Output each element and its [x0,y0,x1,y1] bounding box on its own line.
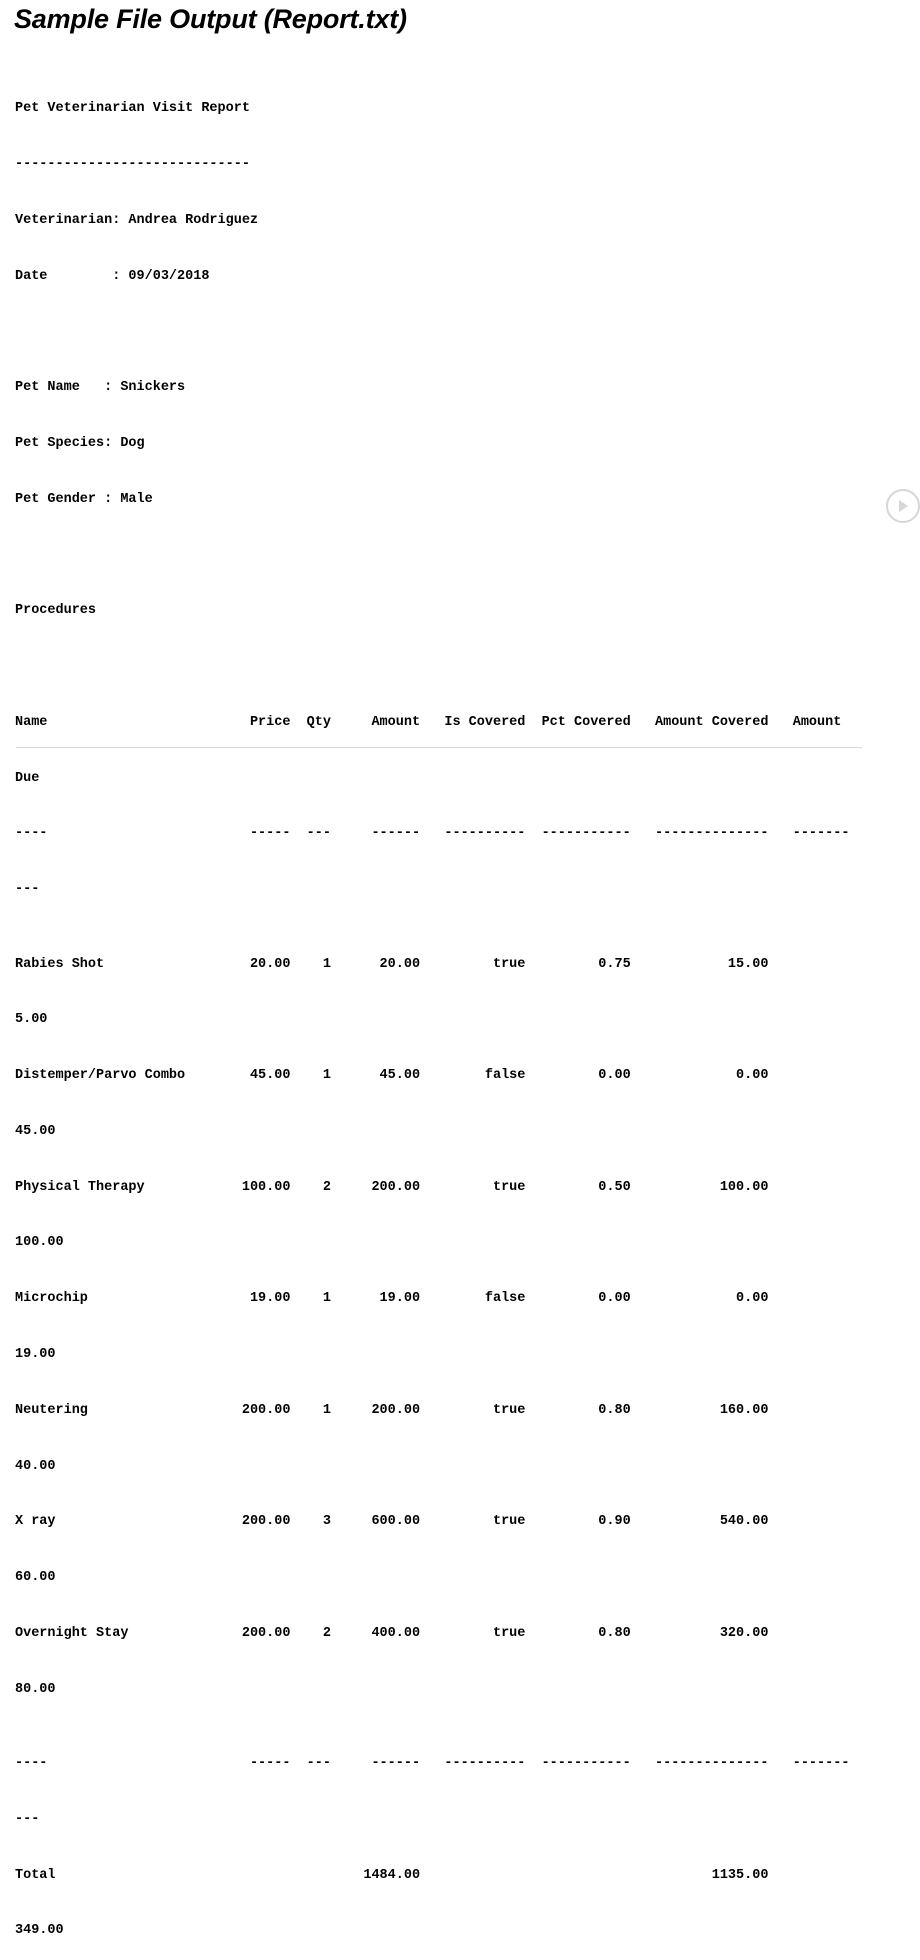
table-row: Physical Therapy 100.00 2 200.00 true 0.50 100.00 [15,1179,769,1195]
blank-line [15,323,849,342]
procedures-label: Procedures [15,603,97,619]
blank-line [15,546,849,565]
date-line: Date : 09/03/2018 [15,268,210,284]
table-header-line: Name Price Qty Amount Is Covered Pct Covered Amount Covered Amount [15,714,842,730]
blank-line [15,658,849,677]
bottom-divider [16,747,862,748]
pet-gender-line: Pet Gender : Male [15,491,153,507]
report-title-rule: ----------------------------- [15,156,250,172]
table-rule-wrap: --- [15,882,40,898]
play-arrow-icon [899,500,908,512]
table-row-wrap: 5.00 [15,1012,48,1028]
pet-species-line: Pet Species: Dog [15,435,145,451]
table-row: Neutering 200.00 1 200.00 true 0.80 160.00 [15,1402,769,1418]
table-row: Distemper/Parvo Combo 45.00 1 45.00 false 0.00 0.00 [15,1068,769,1084]
report-text [15,63,849,1960]
total-wrap: 349.00 [15,1923,64,1939]
table-row-wrap: 19.00 [15,1346,56,1362]
table-row-wrap: 40.00 [15,1458,56,1474]
table-row: Microchip 19.00 1 19.00 false 0.00 0.00 [15,1291,769,1307]
table-row-wrap: 100.00 [15,1235,64,1251]
table-row: Overnight Stay 200.00 2 400.00 true 0.80 320.00 [15,1625,769,1641]
table-rule-line: ---- ----- --- ------ ---------- ----------- -------------- ------- [15,826,850,842]
table-row-wrap: 80.00 [15,1681,56,1697]
next-slide-button[interactable] [886,489,920,523]
total-line: Total 1484.00 1135.00 [15,1867,769,1883]
table-header-wrap: Due [15,770,40,786]
report-title: Pet Veterinarian Visit Report [15,101,250,117]
table-row-wrap: 60.00 [15,1570,56,1586]
veterinarian-line: Veterinarian: Andrea Rodriguez [15,212,259,228]
pet-name-line: Pet Name : Snickers [15,380,186,396]
page-heading: Sample File Output (Report.txt) [14,4,407,34]
table-row: Rabies Shot 20.00 1 20.00 true 0.75 15.00 [15,956,769,972]
table-row-wrap: 45.00 [15,1123,56,1139]
total-rule-wrap: --- [15,1811,40,1827]
table-row: X ray 200.00 3 600.00 true 0.90 540.00 [15,1514,769,1530]
total-rule-line: ---- ----- --- ------ ---------- ----------- -------------- ------- [15,1756,850,1772]
